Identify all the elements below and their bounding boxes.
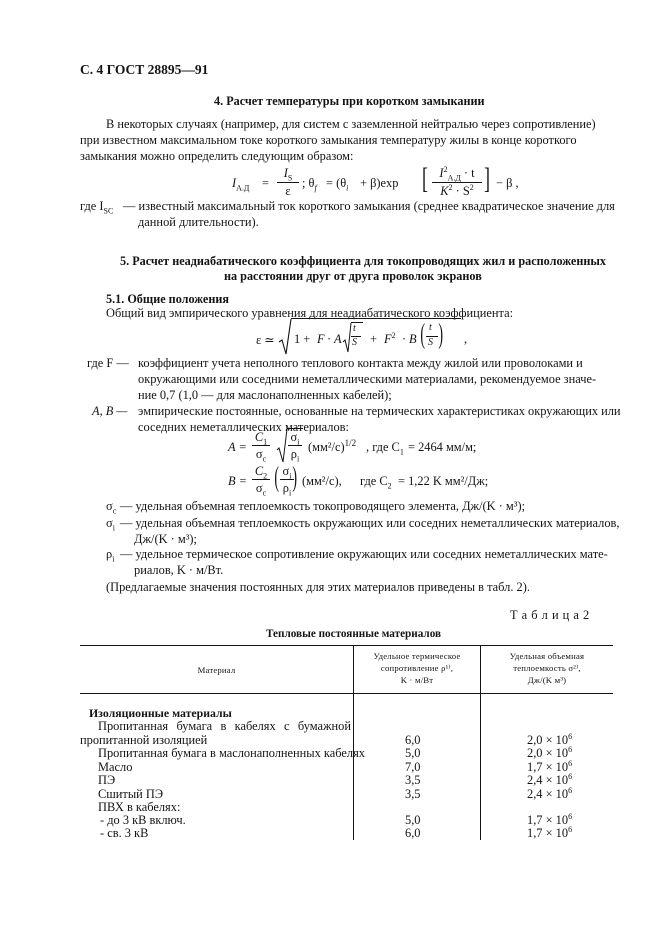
where-isc-line-2: данной длительности).	[138, 215, 259, 229]
inner-sqrt-symbol	[342, 322, 352, 354]
table-row-3-sigma: $2,4 \times 10^6$	[527, 771, 573, 787]
def-ab-term: A, B —	[92, 404, 128, 418]
table-row-0-rho: 6,0	[405, 733, 421, 747]
def-f-line-3: ние 0,7 (1,0 — для маслонаполненных кабелей);	[138, 388, 392, 402]
table-row-6-sigma: $1,7 \times 10^6$	[527, 811, 573, 827]
table-row-1-sigma: $2,0 \times 10^6$	[527, 744, 573, 760]
table-row-4-sigma: $2,4 \times 10^6$	[527, 785, 573, 801]
def-rho-i-symbol: $\rho_i$	[106, 547, 115, 564]
def-sigma-i-text-2: Дж/(K · м³);	[134, 532, 197, 546]
col-header-heat-capacity: Удельная объемная теплоемкость σ²⁾, Дж/(K м³)	[509, 651, 585, 685]
table-group-insulation: Изоляционные материалы	[89, 706, 232, 720]
table-row-1-name: Пропитанная бумага в маслонаполненных кабелях	[98, 746, 365, 760]
def-ab-line-2: соседних неметаллических материалов:	[138, 420, 349, 434]
col-header-material: Материал	[197, 665, 236, 675]
section-5-title-line-2: на расстоянии друг от друга проволок экранов	[224, 269, 482, 283]
table-row-4-name: Сшитый ПЭ	[98, 787, 164, 801]
section-4-para-line-2: при известном максимальном токе короткого замыкания температуру жилы в конце короткого	[80, 133, 577, 147]
table-row-7-sigma: $1,7 \times 10^6$	[527, 824, 573, 840]
table-top-border	[80, 645, 613, 646]
sqrt-symbol	[278, 318, 292, 358]
subsection-5-1-title: 5.1. Общие положения	[106, 292, 229, 306]
section-4-para-line-1: В некоторых случаях (например, для систем с заземленной нейтралью через сопротивление)	[106, 117, 596, 131]
table-row-5-name: ПВХ в кабелях:	[98, 800, 181, 814]
section-4-para-line-3: замыкания можно определить следующим образом:	[80, 149, 354, 163]
def-sigma-i-text: — удельная объемная теплоемкость окружающих или соседних неметаллических материалов,	[120, 516, 620, 530]
def-sigma-i-symbol: $\sigma_i$	[106, 516, 115, 533]
table-row-0-name-line-2: пропитанной изоляцией	[80, 733, 208, 747]
table-reference-note: (Предлагаемые значения постоянных для этих материалов приведены в табл. 2).	[106, 580, 530, 594]
table-row-6-name: - до 3 кВ включ.	[100, 813, 186, 827]
def-rho-i-text: — удельное термическое сопротивление окружающих или соседних неметаллических мате-	[120, 547, 608, 561]
table-caption: Тепловые постоянные материалов	[266, 628, 442, 640]
def-f-line-1: коэффициент учета неполного теплового контакта между жилой или проволоками и	[138, 356, 583, 370]
col-header-resistance: Удельное термическое сопротивление ρ¹⁾, K · м/Вт	[373, 651, 461, 685]
formula-b: B = $C_2$ $\sigma_c$ ( $\sigma_i$ $\rho_i$ ) (мм²/с), где $C_2$ = 1,22 K мм²/Дж;	[228, 462, 489, 498]
def-f-term: где F —	[87, 356, 129, 370]
table-row-0-sigma: $2,0 \times 10^6$	[527, 731, 573, 747]
where-isc-line-1: — известный максимальный ток короткого замыкания (среднее квадратическое значение для	[123, 199, 615, 213]
table-row-4-rho: 3,5	[405, 787, 421, 801]
page-header: С. 4 ГОСТ 28895—91	[80, 62, 209, 77]
table-row-2-name: Масло	[98, 760, 133, 774]
formula-a-sqrt	[276, 428, 288, 464]
formula-a: A = $C_1$ $\sigma_c$ $\sigma_i$ $\rho_i$ $(мм^2/с)^{1/2}$ , где $C_1$ = 2464 мм/м;	[228, 430, 477, 464]
def-rho-i-text-2: риалов, K · м/Вт.	[134, 563, 224, 577]
section-5-intro: Общий вид эмпирического уравнения для неадиабатического коэффициента:	[106, 306, 514, 320]
table-row-2-sigma: $1,7 \times 10^6$	[527, 758, 573, 774]
table-label: Т а б л и ц а 2	[510, 608, 590, 622]
table-row-7-rho: 6,0	[405, 826, 421, 840]
table-row-7-name: - св. 3 кВ	[100, 826, 149, 840]
where-isc-label: где $I_{SC}$	[80, 199, 114, 216]
table-row-3-name: ПЭ	[98, 773, 116, 787]
table-row-6-rho: 5,0	[405, 813, 421, 827]
table-row-3-rho: 3,5	[405, 773, 421, 787]
table-row-1-rho: 5,0	[405, 746, 421, 760]
def-f-line-2: окружающими или соседними неметаллическими материалами, рекомендуемое значе-	[138, 372, 597, 386]
document-page: С. 4 ГОСТ 28895—91 4. Расчет температуры при коротком замыкании В некоторых случаях (например, для систем с заземленной нейтралью через сопротивление) при известном максимальном токе короткого замыкания температуру жилы в конце короткого замыкания можно определить следующим образом: $I_{A.Д}$ = $I_S$ ε ; $\theta_f$ = ($\theta_i$ + β)exp [ $I^2_{A.Д} \cdot t$ $K^2 \cdot S^2$ ] − β , где $I_{SC}$ — известный максимальный ток короткого замыкания (среднее квадратическое значение для данной длительности). 5. Расчет неадиабатического коэффициента для токопроводящих жил и расположенных на расстоянии друг от друга проволок экранов 5.1. Общие положения Общий вид эмпирического уравнения для неадиабатического коэффициента: ε ≃ 1 + F · A t S + $F^2$ · B ( t S ) , где F — коэффициент учета неполного теплового контакта между жилой или проволоками и окружающими или соседними неметаллическими материалами, рекомендуемое значе- ние 0,7 (1,0 — для маслонаполненных кабелей); A, B — эмпирические постоянные, основанные на термических характеристиках окружающих или соседних неметаллических материалов: A = $C_1$ $\sigma_c$ $\sigma_i$ $\rho_i$ $(мм^2/с)^{1/2}$ , где $C_1$ = 2464 мм/м; B = $C_2$ $\sigma_c$ ( $\sigma_i$ $\rho_i$ ) (мм²/с), где $C_2$ = 1,22 K мм²/Дж; $\sigma_c$ — удельная объемная теплоемкость токопроводящего элемента, Дж/(K · м³); $\sigma_i$ — удельная объемная теплоемкость окружающих или соседних неметаллических материалов, Дж/(K · м³); $\rho_i$ — удельное термическое сопротивление окружающих или соседних неметаллических мате- риалов, K · м/Вт. (Предлагаемые значения постоянных для этих материалов приведены в табл. 2). Т а б л и ц а 2 Тепловые постоянные материалов Материал Удельное термическое сопротивление ρ¹⁾, K · м/Вт Удельная объемная теплоемкость σ²⁾, Дж/(K м³) Изоляционные материалы Пропитанная бумага в кабелях с бумажной пропитанной изоляцией 6,0 $2,0 \times 10^6$ Пропитанная бумага в маслонаполненных кабелях 5,0 $2,0 \times 10^6$ Масло 7,0 $1,7 \times 10^6$ ПЭ 3,5 $2,4 \times 10^6$ Сшитый ПЭ 3,5 $2,4 \times 10^6$ ПВХ в кабелях: - до 3 кВ включ. 5,0 $1,7 \times 10^6$ - св. 3 кВ 6,0 $1,7 \times 10^6$	[80, 62, 621, 840]
section-5-title-line-1: 5. Расчет неадиабатического коэффициента для токопроводящих жил и расположенных	[120, 254, 606, 268]
def-ab-line-1: эмпирические постоянные, основанные на термических характеристиках окружающих или	[138, 404, 621, 418]
table-header-border	[80, 693, 613, 694]
section-4-title: 4. Расчет температуры при коротком замыкании	[214, 94, 485, 108]
def-sigma-c-text: — удельная объемная теплоемкость токопроводящего элемента, Дж/(K · м³);	[120, 499, 526, 513]
def-sigma-c-symbol: $\sigma_c$	[106, 499, 117, 516]
table-row-0-name-line-1: Пропитанная бумага в кабелях с бумажной	[98, 719, 351, 733]
formula-epsilon: ε ≃ 1 + F · A t S + $F^2$ · B ( t S ) ,	[256, 318, 466, 358]
table-row-2-rho: 7,0	[405, 760, 421, 774]
